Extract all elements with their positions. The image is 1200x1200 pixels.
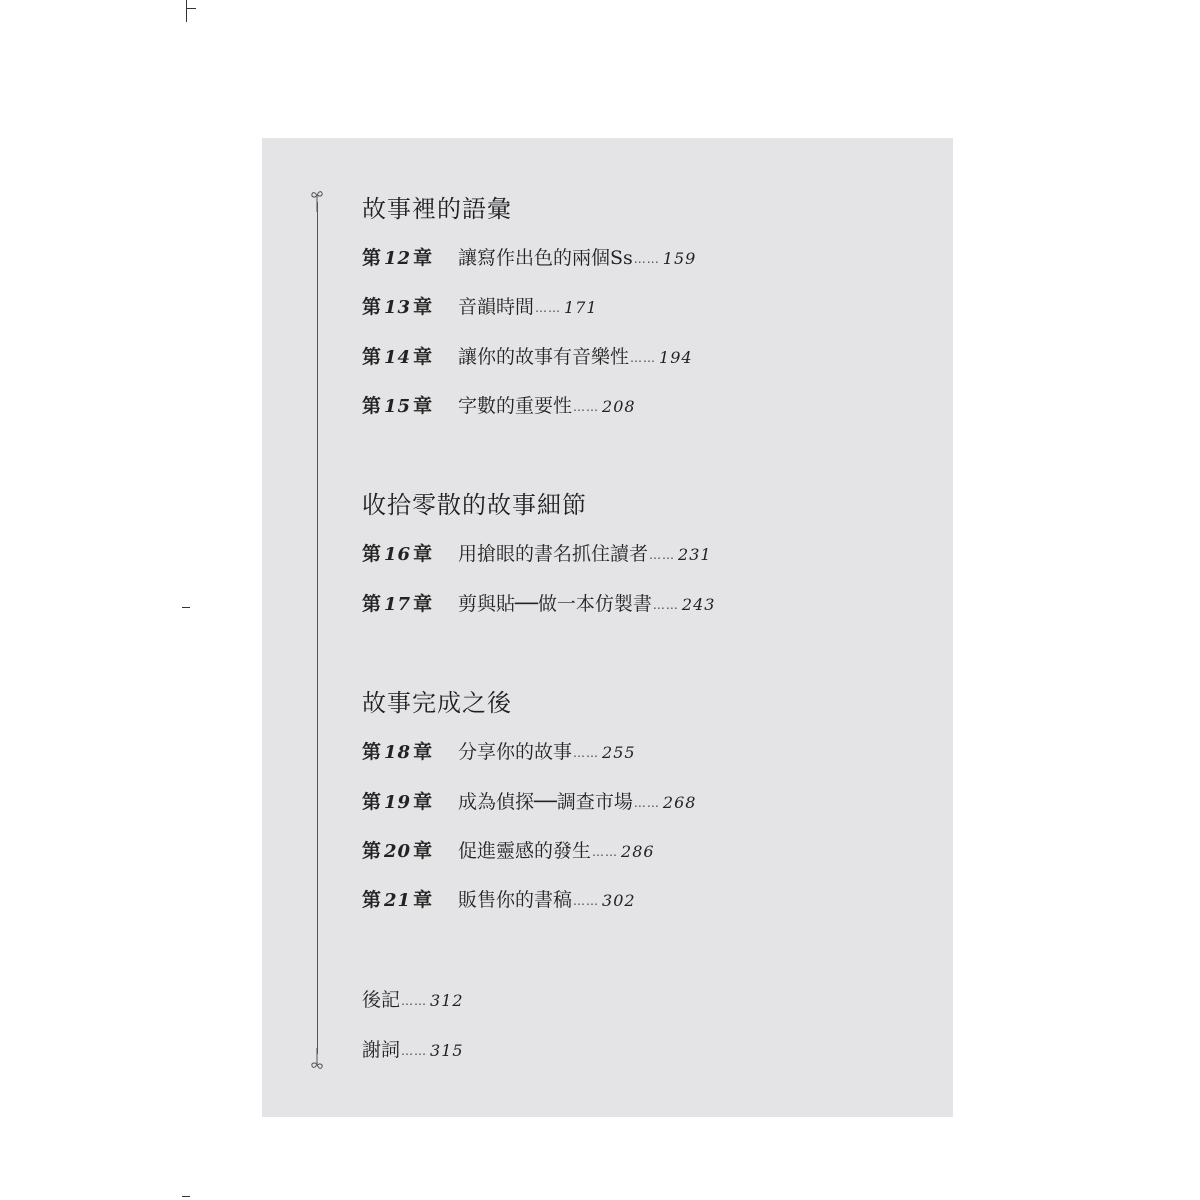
chapter-title-line — [458, 885, 636, 912]
dot-leader: …… — [535, 301, 562, 315]
page-number: 268 — [662, 793, 697, 812]
toc-panel — [262, 138, 953, 1117]
chapter-title-line — [458, 836, 655, 863]
toc-entry-acknowledgements[interactable] — [362, 1035, 464, 1062]
page-number: 243 — [681, 595, 716, 614]
chapter-title: 分享你的故事 — [458, 741, 573, 763]
chapter-label: 第 12 章 — [362, 247, 434, 269]
chapter-title-line — [458, 391, 636, 418]
dot-leader: …… — [401, 1044, 428, 1058]
page-number: 231 — [678, 545, 712, 564]
page-number: 159 — [662, 249, 697, 268]
page-number: 208 — [602, 397, 636, 416]
chapter-title: 音韻時間 — [458, 296, 535, 318]
dot-leader: …… — [592, 845, 619, 859]
chapter-title-line — [458, 539, 712, 566]
dot-leader: …… — [649, 548, 676, 562]
dot-leader: …… — [401, 994, 428, 1008]
chapter-title-line — [458, 292, 598, 319]
chapter-title: 剪與貼──做一本仿製書 — [458, 593, 652, 615]
dot-leader: …… — [573, 746, 600, 760]
chapter-label: 第 21 章 — [362, 889, 434, 911]
rule-line — [317, 202, 318, 1054]
crop-mark-middle — [182, 607, 190, 608]
toc-entry-afterword[interactable] — [362, 985, 464, 1012]
chapter-label: 第 16 章 — [362, 543, 434, 565]
page-number: 255 — [602, 743, 636, 762]
chapter-label: 第 15 章 — [362, 395, 434, 417]
section-title: 故事完成之後 — [362, 689, 512, 717]
page-number: 194 — [659, 348, 693, 367]
chapter-label: 第 18 章 — [362, 741, 434, 763]
chapter-title-line — [458, 243, 696, 270]
chapter-label: 第 20 章 — [362, 840, 434, 862]
dot-leader: …… — [633, 252, 660, 266]
chapter-title-line — [458, 787, 696, 814]
entry-title: 謝詞 — [362, 1039, 401, 1061]
chapter-title: 販售你的書稿 — [458, 889, 573, 911]
page-number: 286 — [621, 842, 655, 861]
chapter-title: 字數的重要性 — [458, 395, 573, 417]
dot-leader: …… — [630, 351, 657, 365]
chapter-label: 第 19 章 — [362, 791, 434, 813]
chapter-title: 成為偵探──調查市場 — [458, 791, 633, 813]
dot-leader: …… — [573, 894, 600, 908]
dot-leader: …… — [652, 598, 679, 612]
chapter-title: 讓寫作出色的兩個Ss — [458, 247, 633, 269]
page-number: 302 — [602, 891, 636, 910]
chapter-title-line — [458, 737, 636, 764]
page-number: 315 — [430, 1041, 464, 1060]
chapter-label: 第 14 章 — [362, 346, 434, 368]
section-title: 故事裡的語彙 — [362, 195, 512, 223]
entry-title: 後記 — [362, 989, 401, 1011]
crop-mark-top-horizontal — [186, 8, 196, 9]
chapter-title: 促進靈感的發生 — [458, 840, 592, 862]
dot-leader: …… — [633, 796, 660, 810]
chapter-title-line — [458, 342, 693, 369]
chapter-title-line — [458, 589, 715, 616]
crop-mark-bottom — [182, 1196, 190, 1197]
chapter-title: 用搶眼的書名抓住讀者 — [458, 543, 649, 565]
page-number: 312 — [430, 991, 464, 1010]
section-title: 收拾零散的故事細節 — [362, 491, 587, 519]
crop-mark-top-vertical — [186, 0, 187, 22]
chapter-label: 第 17 章 — [362, 593, 434, 615]
chapter-title: 讓你的故事有音樂性 — [458, 346, 630, 368]
decorative-rule — [306, 186, 326, 1072]
page-number: 171 — [564, 298, 598, 317]
rule-bottom-flourish-icon — [306, 1048, 326, 1074]
dot-leader: …… — [573, 400, 600, 414]
rule-top-flourish-icon — [306, 186, 326, 212]
chapter-label: 第 13 章 — [362, 296, 434, 318]
